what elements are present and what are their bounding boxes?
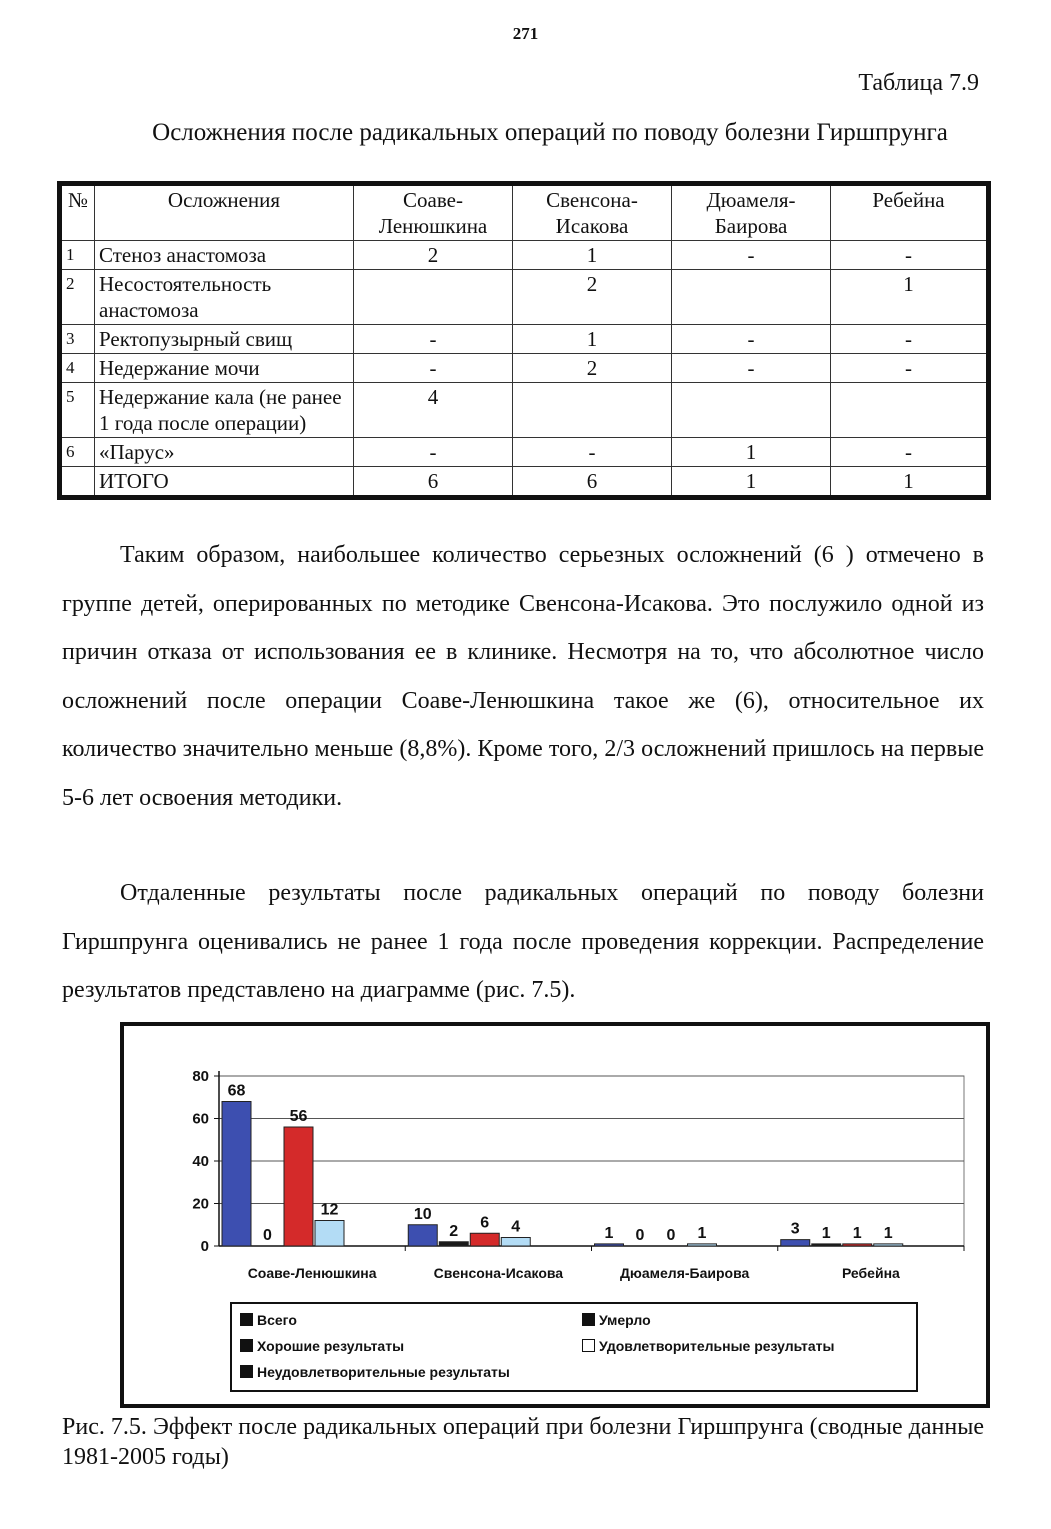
data-label: 0 (666, 1227, 676, 1244)
paragraph-1-text: Таким образом, наибольшее количество серьезных осложнений (6 ) отмечено в группе детей, оперированных по методике Свенсона-Исакова. Это послужило одной из причин отказа от использования ее в клинике. Несмотря на то, что абсолютное число осложнений после операции Соаве-Ленюшкина такое же (6), относительное их количество значительно меньше (8,8%). Кроме того, 2/3 осложнений пришлось на первые 5-6 лет освоения методики. (62, 542, 984, 811)
y-tick-label: 40 (192, 1153, 209, 1170)
data-label: 3 (790, 1220, 800, 1238)
data-label: 6 (480, 1214, 490, 1232)
legend-label: Всего (257, 1312, 297, 1328)
data-label: 0 (635, 1227, 645, 1244)
count-cell: - (354, 438, 513, 467)
complication-name-cell: Недержание мочи (95, 354, 354, 383)
row-number-cell: 1 (60, 241, 95, 270)
complications-table (57, 181, 991, 500)
table-header-row (60, 184, 989, 241)
data-label: 1 (821, 1224, 831, 1242)
row-number-cell: 6 (60, 438, 95, 467)
count-cell: 6 (354, 467, 513, 498)
category-label: Ребейна (841, 1265, 900, 1281)
count-cell: - (831, 241, 989, 270)
table-row (60, 241, 989, 270)
legend-swatch (240, 1365, 253, 1378)
bar (222, 1102, 251, 1247)
header-rebein: Ребейна (831, 184, 989, 241)
count-cell: 2 (513, 270, 672, 325)
bar (688, 1244, 717, 1246)
data-label: 4 (511, 1218, 521, 1236)
complication-name-cell: Стеноз анастомоза (95, 241, 354, 270)
header-complications: Осложнения (95, 184, 354, 241)
legend-label: Хорошие результаты (257, 1338, 405, 1354)
count-cell: - (831, 354, 989, 383)
legend-item (582, 1312, 651, 1328)
bar (284, 1127, 313, 1246)
legend-label: Удовлетворительные результаты (599, 1338, 835, 1354)
count-cell: - (354, 354, 513, 383)
count-cell: - (672, 241, 831, 270)
count-cell: 1 (513, 325, 672, 354)
bar (470, 1233, 499, 1246)
data-label: 0 (263, 1227, 272, 1244)
y-tick-label: 20 (192, 1195, 209, 1213)
table-row (60, 467, 989, 498)
chart-legend (230, 1302, 918, 1392)
paragraph-conclusion (62, 531, 984, 822)
table-row (60, 383, 989, 438)
count-cell: 1 (831, 270, 989, 325)
header-number: № (60, 184, 95, 241)
row-number-cell (60, 467, 95, 498)
y-tick-label: 80 (192, 1068, 209, 1085)
count-cell: 6 (513, 467, 672, 498)
legend-item (240, 1338, 404, 1354)
bar (843, 1244, 872, 1246)
legend-label: Умерло (599, 1312, 651, 1328)
count-cell: 4 (354, 383, 513, 438)
legend-swatch (240, 1339, 253, 1352)
legend-item (240, 1312, 297, 1328)
complication-name-cell: ИТОГО (95, 467, 354, 498)
legend-swatch (240, 1313, 253, 1326)
data-label: 10 (413, 1205, 432, 1223)
bar (874, 1244, 903, 1246)
legend-swatch (582, 1313, 595, 1326)
table-row (60, 354, 989, 383)
count-cell: - (831, 325, 989, 354)
count-cell: 1 (672, 467, 831, 498)
figure-caption: Рис. 7.5. Эффект после радикальных операций при болезни Гиршпрунга (сводные данные 1981-2005 годы) (62, 1414, 984, 1470)
category-label: Свенсона-Исакова (433, 1265, 564, 1281)
bar (439, 1242, 468, 1246)
header-svenson: Свенсона-Исакова (513, 184, 672, 241)
legend-item (582, 1338, 835, 1354)
y-tick-label: 60 (192, 1110, 209, 1128)
data-label: 1 (697, 1224, 707, 1242)
complication-name-cell: «Парус» (95, 438, 354, 467)
bar-chart-svg (124, 1026, 986, 1306)
data-label: 1 (883, 1224, 893, 1242)
bar (315, 1221, 344, 1247)
legend-label: Неудовлетворительные результаты (257, 1364, 510, 1380)
row-number-cell: 3 (60, 325, 95, 354)
table-label: Таблица 7.9 (858, 70, 979, 96)
legend-item (240, 1364, 510, 1380)
legend-swatch (582, 1339, 595, 1352)
count-cell (513, 383, 672, 438)
count-cell: - (672, 325, 831, 354)
count-cell: - (354, 325, 513, 354)
count-cell: 1 (831, 467, 989, 498)
data-label: 12 (320, 1201, 339, 1219)
page-number: 271 (512, 24, 539, 43)
row-number-cell: 2 (60, 270, 95, 325)
table-row (60, 438, 989, 467)
row-number-cell: 5 (60, 383, 95, 438)
count-cell: 2 (354, 241, 513, 270)
count-cell: - (513, 438, 672, 467)
paragraph-results (62, 869, 984, 1015)
bar (501, 1238, 530, 1247)
category-label: Дюамеля-Баирова (619, 1265, 750, 1281)
bar (408, 1225, 437, 1246)
count-cell (354, 270, 513, 325)
count-cell: 1 (672, 438, 831, 467)
table-row (60, 325, 989, 354)
count-cell: 2 (513, 354, 672, 383)
count-cell: - (672, 354, 831, 383)
complication-name-cell: Недержание кала (не ранее 1 года после операции) (95, 383, 354, 438)
count-cell: 1 (513, 241, 672, 270)
header-soave: Соаве-Ленюшкина (354, 184, 513, 241)
data-label: 56 (289, 1108, 308, 1125)
count-cell (831, 383, 989, 438)
count-cell (672, 270, 831, 325)
bar (812, 1244, 841, 1246)
header-duamel: Дюамеля-Баирова (672, 184, 831, 241)
bar (595, 1244, 624, 1246)
data-label: 2 (449, 1222, 459, 1240)
y-tick-label: 0 (200, 1238, 209, 1255)
complication-name-cell: Несостоятельность анастомоза (95, 270, 354, 325)
category-label: Соаве-Ленюшкина (247, 1265, 377, 1281)
complication-name-cell: Ректопузырный свищ (95, 325, 354, 354)
paragraph-2-text: Отдаленные результаты после радикальных операций по поводу болезни Гиршпрунга оценивались не ранее 1 года после проведения коррекции. Распределение результатов представлено на диаграмме (рис. 7.5). (62, 880, 984, 1003)
data-label: 1 (604, 1224, 614, 1242)
count-cell (672, 383, 831, 438)
table-title: Осложнения после радикальных операций по поводу болезни Гиршпрунга (152, 119, 948, 146)
bar (781, 1240, 810, 1246)
row-number-cell: 4 (60, 354, 95, 383)
table-row (60, 270, 989, 325)
count-cell: - (831, 438, 989, 467)
data-label: 68 (227, 1082, 246, 1100)
data-label: 1 (852, 1224, 862, 1242)
